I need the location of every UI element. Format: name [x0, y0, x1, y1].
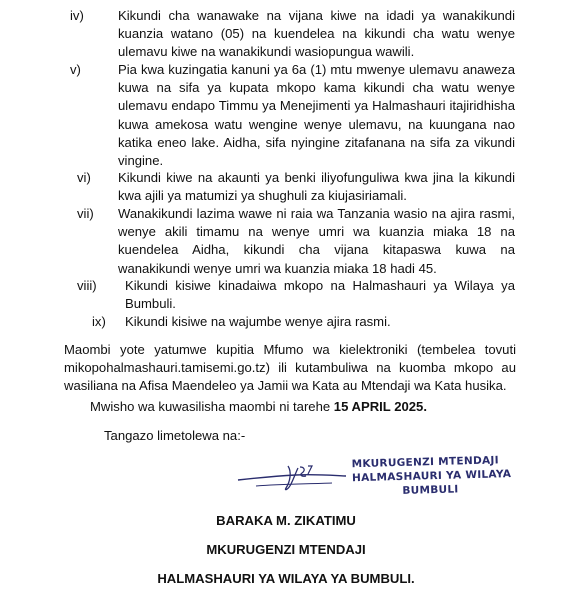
- item-number: vi): [77, 170, 91, 185]
- item-text: Kikundi cha wanawake na vijana kiwe na idadi ya wanakikundi kuanzia watano (05) na kuendelea na kikundi cha watu wenye ulemavu kiwe na wanakikundi wasiopungua wawili.: [118, 8, 515, 60]
- item-text: Kikundi kisiwe na wajumbe wenye ajira rasmi.: [125, 314, 391, 329]
- item-number: ix): [92, 314, 106, 329]
- stamp-line-2: HALMASHAURI YA WILAYA: [351, 468, 512, 485]
- item-number: viii): [77, 278, 97, 293]
- item-text: Kikundi kiwe na akaunti ya benki iliyofunguliwa kwa jina la kikundi kwa ajili ya matumizi ya shughuli za kiujasiriamali.: [118, 170, 515, 204]
- item-number: iv): [70, 8, 84, 23]
- issued-by: Tangazo limetolewa na:-: [104, 428, 246, 443]
- signatory-office: HALMASHAURI YA WILAYA YA BUMBULI.: [157, 571, 415, 586]
- item-number: vii): [77, 206, 94, 221]
- stamp-line-1: MKURUGENZI MTENDAJI: [351, 454, 500, 471]
- signatory-title: MKURUGENZI MTENDAJI: [206, 542, 366, 557]
- deadline-date: 15 APRIL 2025: [333, 399, 424, 414]
- stamp-line-3: BUMBULI: [402, 483, 459, 497]
- deadline-line: [90, 398, 427, 416]
- item-number: v): [70, 62, 81, 77]
- deadline-suffix: .: [423, 399, 427, 414]
- item-text: Kikundi kisiwe kinadaiwa mkopo na Halmashauri ya Wilaya ya Bumbuli.: [125, 278, 515, 312]
- deadline-prefix: Mwisho wa kuwasilisha maombi ni tarehe: [90, 399, 334, 414]
- official-stamp: [351, 453, 522, 499]
- signatory-name: BARAKA M. ZIKATIMU: [216, 513, 356, 528]
- item-text: Pia kwa kuzingatia kanuni ya 6a (1) mtu mwenye ulemavu anaweza kuwa na sifa ya kupata mkopo kama kikundi cha watu wenye ulemavu endapo Timmu ya Menejimenti ya Halmashauri itajiridhisha kuwa amekosa watu wengine wenye ulemavu, na kuungana nao katika eneo lake. Aidha, sifa nyingine zitafanana na sifa za vikundi vingine.: [118, 62, 515, 169]
- item-text: Wanakikundi lazima wawe ni raia wa Tanzania wasio na ajira rasmi, wenye akili timamu na wenye umri wa kuanzia miaka 18 na kuendelea Aidha, kikundi cha vijana kitapaswa kuwa na wanakikundi wenye umri wa kuanzia miaka 18 hadi 45.: [118, 206, 515, 276]
- application-paragraph: Maombi yote yatumwe kupitia Mfumo wa kielektroniki (tembelea tovuti mikopohalmashauri.tamisemi.go.tz) ili kutambuliwa na kuomba mkopo au wasiliana na Afisa Maendeleo ya Jamii wa Kata au Mtendaji wa Kata husika.: [64, 342, 516, 394]
